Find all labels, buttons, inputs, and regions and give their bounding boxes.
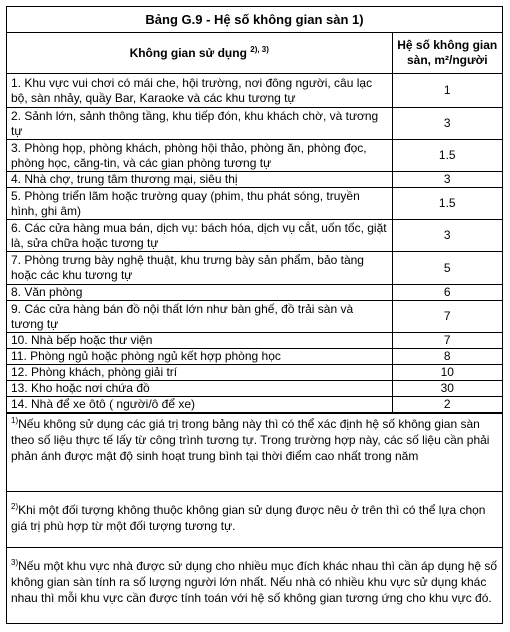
footnote (7, 491, 502, 547)
header-floor-coefficient-label: Hệ số không gian sàn, m²/người (397, 38, 498, 67)
coefficient-cell: 3 (392, 108, 502, 140)
table-row (7, 220, 502, 252)
table-title: Bảng G.9 - Hệ số không gian sàn 1) (7, 7, 502, 33)
footnote-text: Khi một đối tượng không thuộc không gian sử dụng được nêu ở trên thì có thể lựa chọn giá trị phù hợp từ một đối tượng tương tự. (11, 503, 486, 533)
coefficient-cell: 2 (392, 397, 502, 413)
footnote (7, 547, 502, 629)
footnote (7, 413, 502, 491)
usage-space-cell: 7. Phòng trưng bày nghệ thuật, khu trưng bày sản phẩm, bảo tàng hoặc các khu tương tự (7, 252, 392, 285)
usage-space-cell: 14. Nhà để xe ôtô ( người/ô để xe) (7, 397, 392, 413)
usage-space-cell: 6. Các cửa hàng mua bán, dịch vụ: bách hóa, dịch vụ cắt, uốn tốc, giặt là, sửa chữa hoặc tương tự (7, 220, 392, 252)
table-row (7, 252, 502, 285)
usage-space-cell: 3. Phòng họp, phòng khách, phòng hội thảo, phòng ăn, phòng đọc, phòng học, căng-tin, và các gian phòng tương tự (7, 140, 392, 172)
table-row (7, 172, 502, 188)
floor-space-table (7, 33, 502, 413)
header-usage-space-label: Không gian sử dụng (129, 45, 247, 60)
table-row (7, 397, 502, 413)
usage-space-cell: 5. Phòng triển lãm hoặc trường quay (phim, thu phát sóng, truyền hình, ghi âm) (7, 188, 392, 220)
usage-space-cell: 1. Khu vực vui chơi có mái che, hội trường, nơi đông người, câu lạc bộ, sàn nhảy, quầy Bar, Karaoke và các khu tương tự (7, 74, 392, 108)
usage-space-cell: 9. Các cửa hàng bán đồ nội thất lớn như bàn ghế, đồ trải sàn và tương tự (7, 301, 392, 333)
coefficient-cell: 3 (392, 172, 502, 188)
table-row (7, 188, 502, 220)
coefficient-cell: 7 (392, 333, 502, 349)
table-row (7, 301, 502, 333)
coefficient-cell: 30 (392, 381, 502, 397)
header-usage-space-note: 2), 3) (250, 44, 269, 54)
usage-space-cell: 2. Sảnh lớn, sảnh thông tầng, khu tiếp đón, khu khách chờ, và tương tự (7, 108, 392, 140)
footnote-mark: 1) (11, 416, 19, 425)
table-g9 (6, 6, 503, 624)
usage-space-cell: 10. Nhà bếp hoặc thư viện (7, 333, 392, 349)
table-header-row (7, 33, 502, 74)
usage-space-cell: 12. Phòng khách, phòng giải trí (7, 365, 392, 381)
coefficient-cell: 3 (392, 220, 502, 252)
header-usage-space (7, 33, 392, 74)
header-floor-coefficient (392, 33, 502, 74)
usage-space-cell: 4. Nhà chợ, trung tâm thương mại, siêu thị (7, 172, 392, 188)
coefficient-cell: 1.5 (392, 188, 502, 220)
coefficient-cell: 6 (392, 285, 502, 301)
table-row (7, 108, 502, 140)
coefficient-cell: 10 (392, 365, 502, 381)
table-row (7, 381, 502, 397)
coefficient-cell: 7 (392, 301, 502, 333)
usage-space-cell: 11. Phòng ngủ hoặc phòng ngủ kết hợp phòng học (7, 349, 392, 365)
table-row (7, 74, 502, 108)
usage-space-cell: 13. Kho hoặc nơi chứa đồ (7, 381, 392, 397)
footnote-text: Nếu không sử dụng các giá trị trong bảng này thì có thể xác định hệ số không gian sàn theo số liệu thực tế lấy từ công trình tương tự. Trong trường hợp này, các số liệu cần phải phản ánh được mật độ sinh hoạt trung bình tại thời điểm cao nhất trong năm (11, 417, 490, 463)
coefficient-cell: 1 (392, 74, 502, 108)
footnote-mark: 2) (11, 502, 19, 511)
usage-space-cell: 8. Văn phòng (7, 285, 392, 301)
coefficient-cell: 5 (392, 252, 502, 285)
footnotes (7, 413, 502, 629)
table-row (7, 285, 502, 301)
table-row (7, 349, 502, 365)
table-row (7, 333, 502, 349)
footnote-text: Nếu một khu vực nhà được sử dụng cho nhiều mục đích khác nhau thì cần áp dụng hệ số không gian sàn tính ra số lượng người lớn nhất. Nếu nhà có nhiều khu vực sử dụng khác nhau thì mỗi khu vực cần được tính toán với hệ số không gian tương ứng cho khu vực đó. (11, 559, 498, 605)
table-row (7, 365, 502, 381)
footnote-mark: 3) (11, 558, 19, 567)
coefficient-cell: 1.5 (392, 140, 502, 172)
table-row (7, 140, 502, 172)
coefficient-cell: 8 (392, 349, 502, 365)
